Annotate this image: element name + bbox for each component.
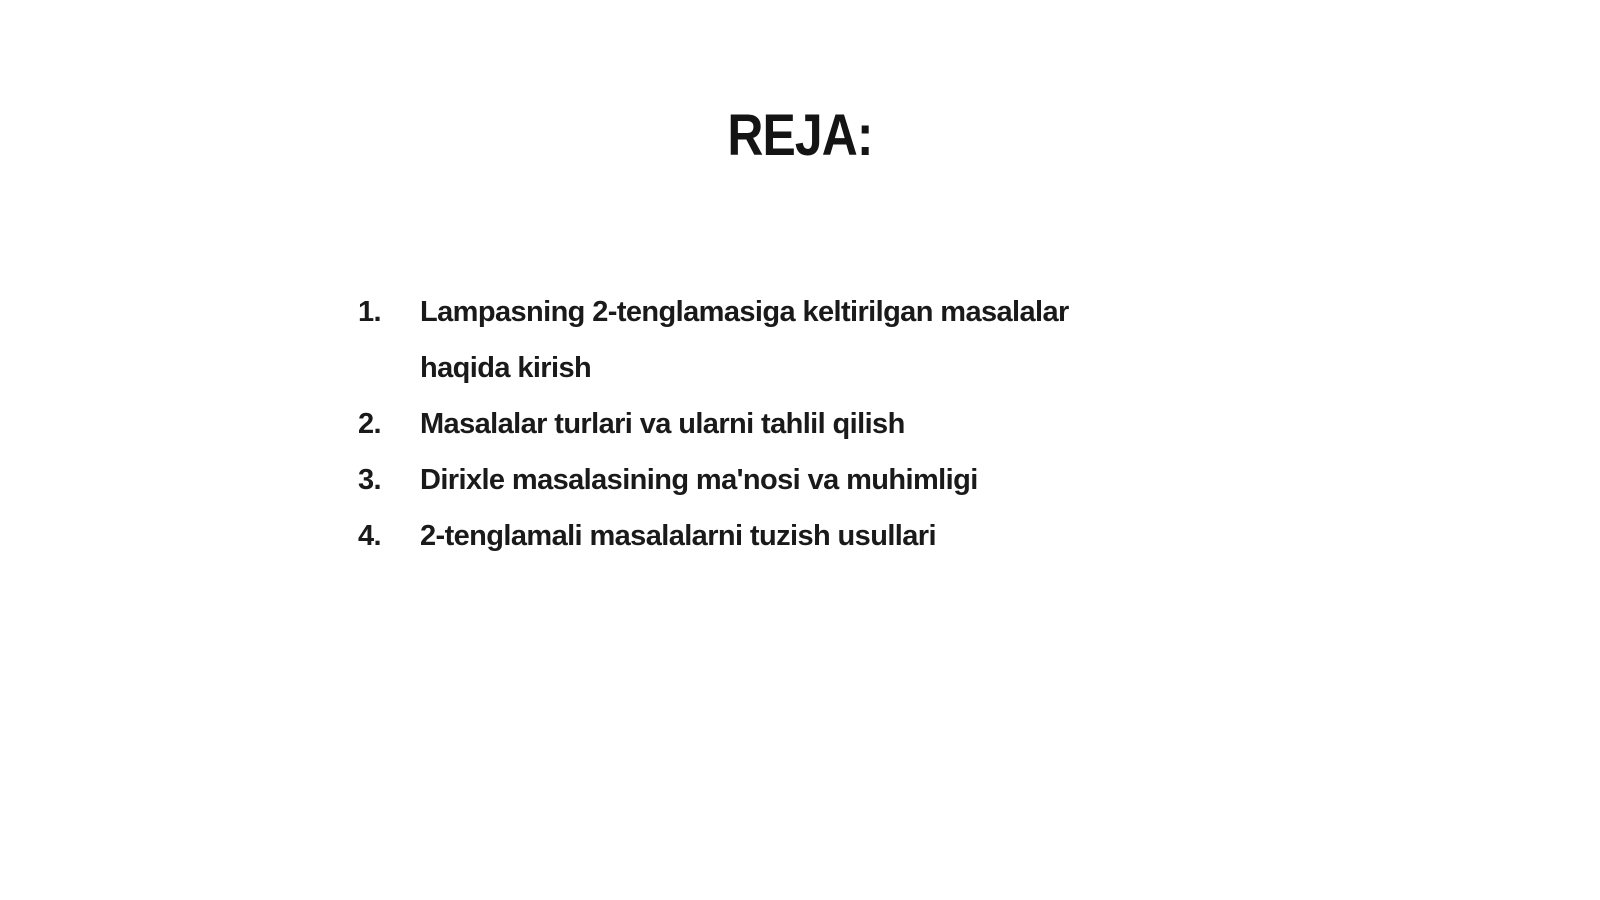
agenda-item-text: Masalalar turlari va ularni tahlil qilish	[420, 408, 905, 440]
agenda-item-text: Lampasning 2-tenglamasiga keltirilgan masalalar haqida kirish	[420, 296, 1069, 384]
agenda-item-text: 2-tenglamali masalalarni tuzish usullari	[420, 520, 936, 552]
agenda-item-2	[358, 396, 1178, 452]
agenda-item-number: 1.	[358, 296, 381, 328]
agenda-item-1	[358, 284, 1178, 396]
agenda-list	[358, 284, 1178, 564]
agenda-item-4	[358, 508, 1178, 564]
agenda-item-number: 3.	[358, 464, 381, 496]
slide-title: REJA:	[727, 103, 873, 168]
agenda-item-text: Dirixle masalasining ma'nosi va muhimligi	[420, 464, 978, 496]
agenda-item-number: 2.	[358, 408, 381, 440]
agenda-item-3	[358, 452, 1178, 508]
agenda-item-number: 4.	[358, 520, 381, 552]
